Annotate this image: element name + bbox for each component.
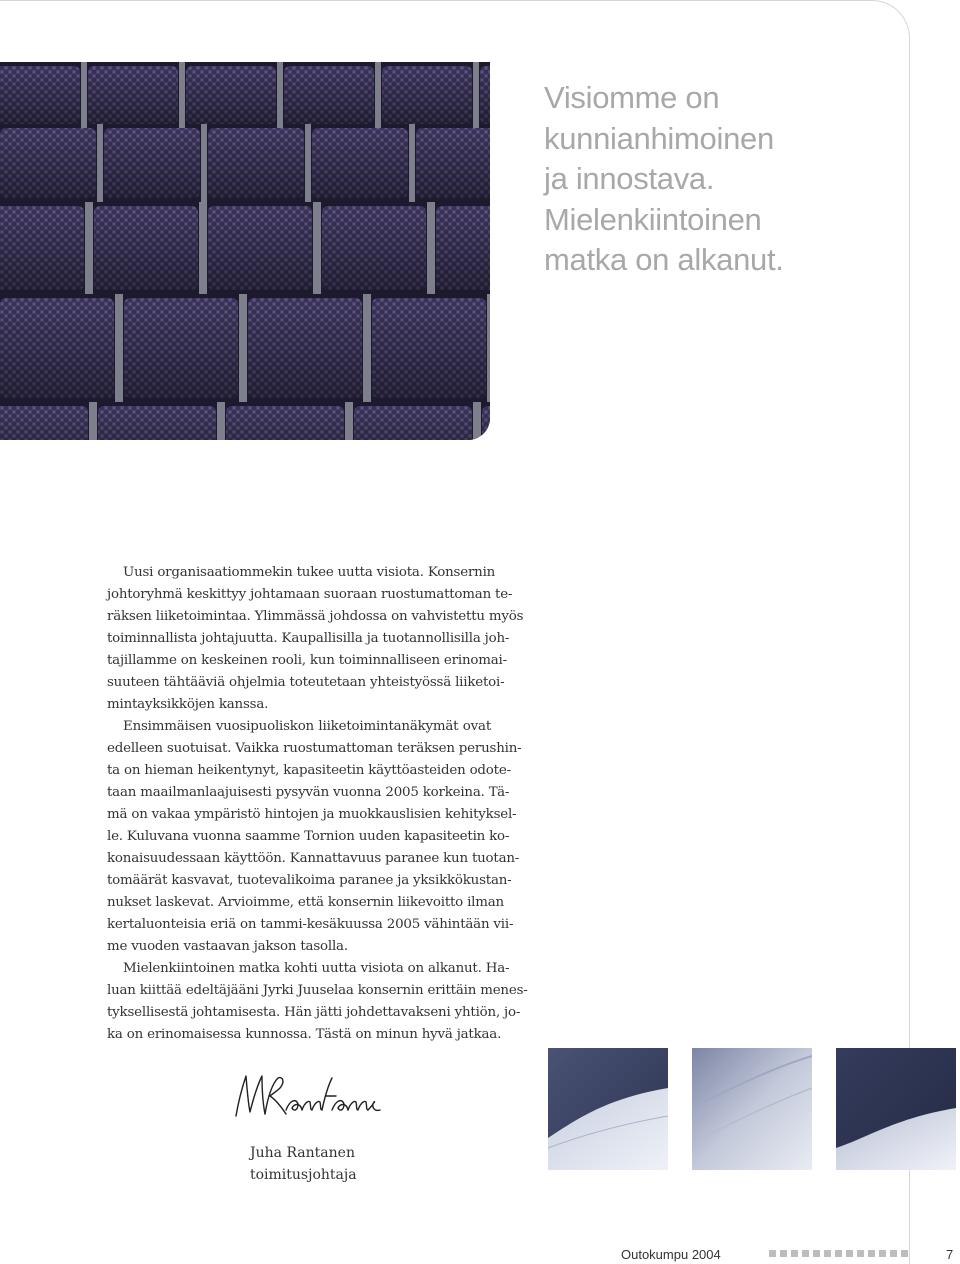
text-line: tomäärät kasvavat, tuotevalikoima paranee ja yksikkökustan-: [107, 873, 512, 888]
text-line: edelleen suotuisat. Vaikka ruostumattoman teräksen perushin-: [107, 741, 522, 756]
footer-square: [813, 1250, 820, 1257]
tagline-line: kunnianhimoinen: [544, 120, 774, 156]
text-line: konaisuudessaan käyttöön. Kannattavuus paranee kun tuotan-: [107, 851, 520, 866]
text-line: toiminnallista johtajuutta. Kaupallisilla ja tuotannollisilla joh-: [107, 631, 510, 646]
handwritten-signature: [228, 1066, 388, 1130]
text-line: Uusi organisaatiommekin tukee uutta visiota. Konsernin: [123, 565, 496, 580]
signatory-name: Juha Rantanen: [250, 1145, 355, 1161]
signatory: [250, 1142, 357, 1186]
tagline-line: matka on alkanut.: [544, 242, 784, 277]
text-line: kertaluonteisia eriä on tammi-kesäkuussa 2005 vähintään vii-: [107, 917, 514, 932]
text-line: johtoryhmä keskittyy johtamaan suoraan ruostumattoman te-: [107, 587, 513, 602]
footer-square: [879, 1250, 886, 1257]
footer-square: [857, 1250, 864, 1257]
footer-square: [846, 1250, 853, 1257]
text-line: Mielenkiintoinen matka kohti uutta visiota on alkanut. Ha-: [123, 961, 510, 976]
text-line: tyksellisestä johtamisesta. Hän jätti johdettavakseni yhtiön, jo-: [107, 1005, 521, 1020]
text-line: le. Kuluvana vuonna saamme Tornion uuden kapasiteetin ko-: [107, 829, 510, 844]
text-line: räksen liiketoimintaa. Ylimmässä johdossa on vahvistettu myös: [107, 609, 524, 624]
signatory-title: toimitusjohtaja: [250, 1167, 357, 1183]
snow-mountain-photo-2: [692, 1048, 812, 1170]
text-line: Ensimmäisen vuosipuoliskon liiketoimintanäkymät ovat: [123, 719, 491, 734]
page-number: 7: [946, 1247, 954, 1262]
footer-square: [780, 1250, 787, 1257]
paragraph-2: [107, 716, 522, 958]
tagline-line: Mielenkiintoinen: [544, 201, 762, 237]
paragraph-1: [107, 562, 524, 716]
paragraph-3: [107, 958, 528, 1046]
footer-square: [901, 1250, 908, 1257]
footer-square: [835, 1250, 842, 1257]
snow-mountain-photo-3: [836, 1048, 956, 1170]
text-line: luan kiittää edeltäjääni Jyrki Juuselaa konsernin erittäin menes-: [107, 983, 528, 998]
footer-square: [802, 1250, 809, 1257]
footer-publication: Outokumpu 2004: [621, 1247, 721, 1262]
footer-square: [769, 1250, 776, 1257]
footer-square: [791, 1250, 798, 1257]
tagline-line: Visiomme on: [544, 80, 720, 115]
footer-decorative-squares: [769, 1250, 929, 1258]
text-line: mä on vakaa ympäristö hintojen ja muokkauslisien kehityksel-: [107, 807, 517, 822]
snow-mountain-photo-1: [548, 1048, 668, 1170]
text-line: me vuoden vastaavan jakson tasolla.: [107, 939, 348, 954]
text-line: ka on erinomaisessa kunnossa. Tästä on minun hyvä jatkaa.: [107, 1027, 502, 1042]
text-line: tajillamme on keskeinen rooli, kun toiminnalliseen erinomai-: [107, 653, 507, 668]
text-line: taan maailmanlaajuisesti pysyvän vuonna 2005 korkeina. Tä-: [107, 785, 510, 800]
text-line: mintayksikköjen kanssa.: [107, 697, 269, 712]
text-line: nukset laskevat. Arvioimme, että konsernin liikevoitto ilman: [107, 895, 504, 910]
footer-square: [824, 1250, 831, 1257]
tagline: [544, 78, 874, 281]
text-line: ta on hieman heikentynyt, kapasiteetin käyttöasteiden odote-: [107, 763, 511, 778]
tagline-line: ja innostava.: [544, 161, 715, 196]
footer-square: [890, 1250, 897, 1257]
body-text: [107, 562, 528, 1046]
auditorium-seats-photo: [0, 62, 490, 440]
footer-square: [868, 1250, 875, 1257]
text-line: suuteen tähtääviä ohjelmia toteutetaan yhteistyössä liiketoi-: [107, 675, 505, 690]
